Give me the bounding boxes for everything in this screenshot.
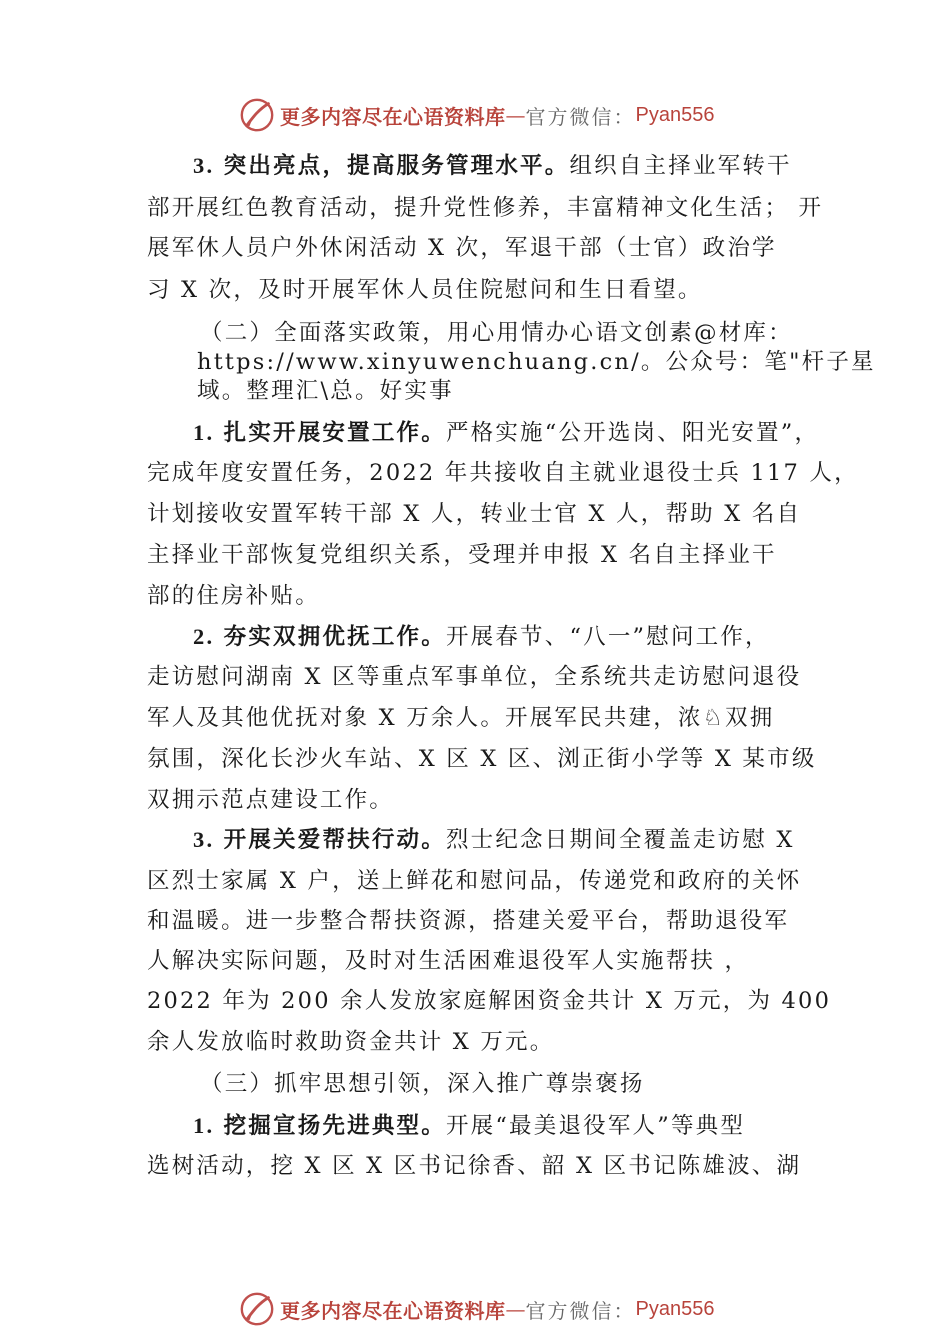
banner-official-label: 官方微信：: [525, 104, 636, 129]
paragraph-line: 和温暖。进一步整合帮扶资源，搭建关爱平台，帮助退役军: [147, 908, 790, 934]
paragraph-line: [193, 151, 792, 181]
paragraph-line: 主择业干部恢复党组织关系，受理并申报 X 名自主择业干: [147, 542, 777, 568]
item-number: 2.: [193, 624, 215, 649]
paragraph-line: 计划接收安置军转干部 X 人，转业士官 X 人，帮助 X 名自: [147, 501, 802, 527]
item-number: 3.: [193, 827, 215, 852]
paragraph-line: 2022 年为 200 余人发放家庭解困资金共计 X 万元，为 400: [147, 988, 832, 1014]
paragraph-line: 走访慰问湖南 X 区等重点军事单位，全系统共走访慰问退役: [147, 664, 802, 690]
paragraph-lead: 开展关爱帮扶行动。: [223, 827, 446, 853]
section-heading: （二）全面落实政策，用心用情办心语文创素@材库：: [200, 320, 793, 346]
footer-watermark-banner: [238, 1289, 714, 1329]
paragraph-lead: 夯实双拥优抚工作。: [223, 624, 446, 650]
item-number: 1.: [193, 1113, 215, 1138]
paragraph-line: 余人发放临时救助资金共计 X 万元。: [147, 1029, 555, 1055]
paragraph-text: 严格实施“公开选岗、阳光安置”，: [445, 420, 820, 446]
section-heading-continued: 域。整理汇\总。好实事: [197, 378, 454, 404]
paragraph-line: 部开展红色教育活动，提升党性修养，丰富精神文化生活； 开: [147, 195, 824, 221]
paragraph-line: 展军休人员户外休闲活动 X 次，军退干部（士官）政治学: [147, 235, 777, 261]
banner-official-label: 官方微信：: [525, 1298, 636, 1323]
paragraph-line: 选树活动，挖 X 区 X 区书记徐香、韶 X 区书记陈雄波、湖: [147, 1153, 802, 1179]
paragraph-line: [193, 622, 770, 652]
paragraph-line: 习 X 次，及时开展军休人员住院慰问和生日看望。: [147, 277, 703, 303]
paragraph-line: [193, 825, 795, 855]
paragraph-lead: 扎实开展安置工作。: [223, 420, 446, 446]
item-number: 3.: [193, 153, 215, 178]
paragraph-line: 氛围，深化长沙火车站、X 区 X 区、浏正街小学等 X 某市级: [147, 746, 817, 772]
section-heading: （三）抓牢思想引领，深入推广尊崇褒扬: [200, 1071, 645, 1097]
paragraph-text: 组织自主择业军转干: [569, 153, 792, 179]
paragraph-lead: 挖掘宣扬先进典型。: [223, 1113, 446, 1139]
paragraph-text: 开展春节、“八一”慰问工作，: [445, 624, 770, 650]
banner-dash: —: [505, 1297, 526, 1321]
paragraph-text: 烈士纪念日期间全覆盖走访慰 X: [445, 827, 795, 853]
paragraph-line: 人解决实际问题，及时对生活困难退役军人实施帮扶 ，: [147, 948, 750, 974]
paragraph-line: [193, 1111, 745, 1141]
paragraph-lead: 突出亮点，提高服务管理水平。: [223, 153, 570, 179]
header-watermark-banner: [238, 95, 714, 135]
banner-wechat-id: Pyan556: [635, 103, 715, 126]
paragraph-line: [193, 418, 819, 448]
paragraph-line: 双拥示范点建设工作。: [147, 787, 395, 813]
section-heading-url: https://www.xinyuwenchuang.cn/。公众号：笔"杆子星: [197, 349, 876, 375]
brush-logo-icon: [238, 96, 276, 134]
paragraph-line: 军人及其他优抚对象 X 万余人。开展军民共建，浓♘双拥: [147, 705, 775, 731]
paragraph-line: 部的住房补贴。: [147, 583, 320, 609]
brush-logo-icon: [238, 1290, 276, 1328]
banner-brand-text: 更多内容尽在心语资料库: [280, 1298, 506, 1323]
paragraph-line: 区烈士家属 X 户，送上鲜花和慰问品，传递党和政府的关怀: [147, 868, 802, 894]
paragraph-line: 完成年度安置任务，2022 年共接收自主就业退役士兵 117 人，: [147, 460, 859, 486]
banner-brand-text: 更多内容尽在心语资料库: [280, 104, 506, 129]
banner-dash: —: [505, 103, 526, 127]
paragraph-text: 开展“最美退役军人”等典型: [445, 1113, 746, 1139]
banner-wechat-id: Pyan556: [635, 1297, 715, 1320]
item-number: 1.: [193, 420, 215, 445]
